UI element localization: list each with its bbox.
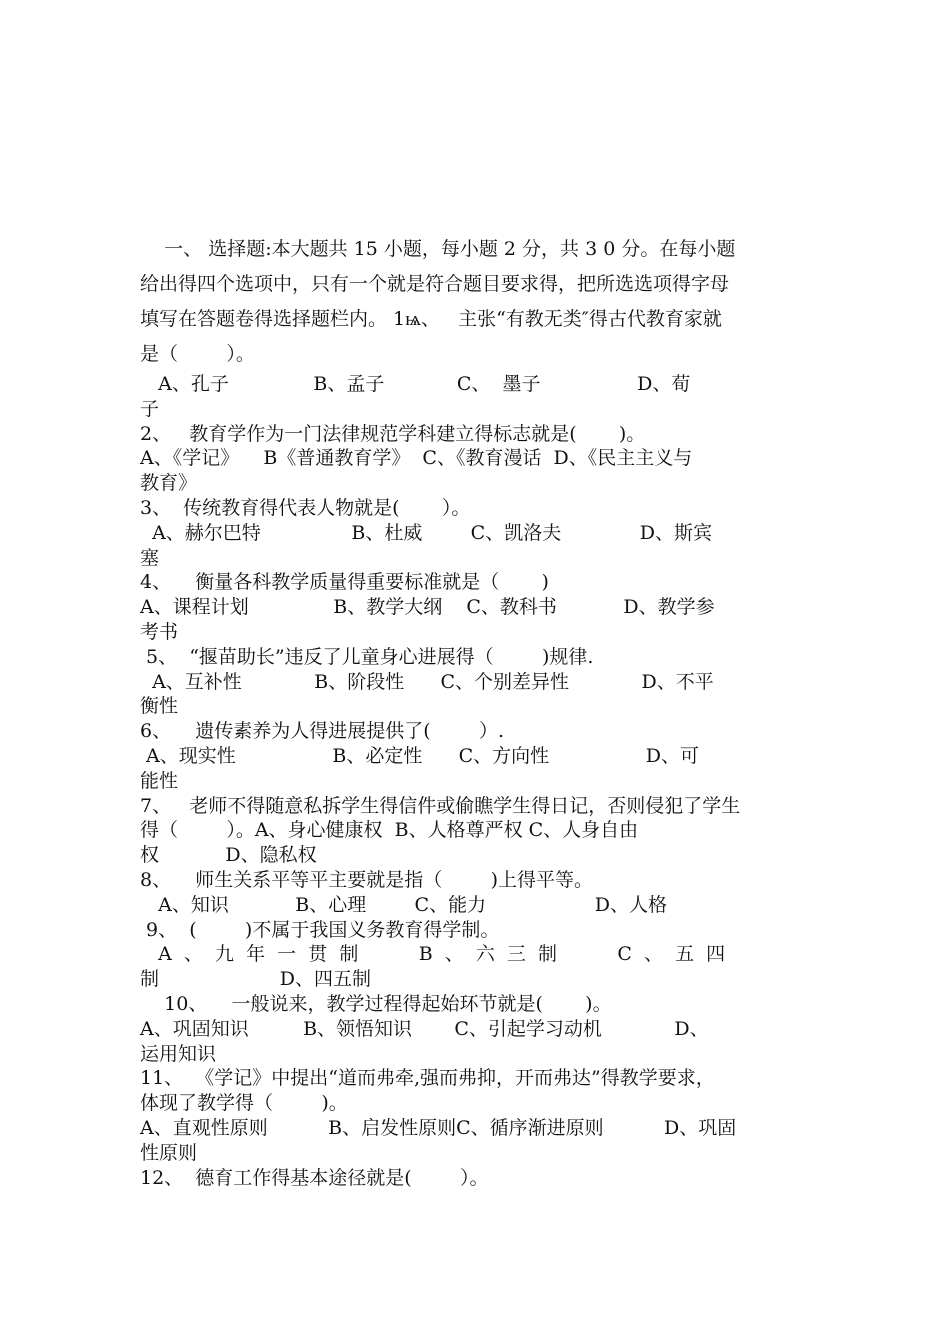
exam-page xyxy=(140,232,812,1190)
intro-line: 一、 选择题:本大题共 15 小题，每小题 2 分，共 3 0 分。在每小题 xyxy=(140,238,736,260)
question-4: 4、 衡量各科教学质量得重要标准就是（ ) xyxy=(140,571,549,594)
question-8: 8、 师生关系平等平主要就是指（ )上得平等。 xyxy=(140,868,593,891)
question-11-cont: 体现了教学得（ )。 xyxy=(140,1092,348,1115)
question-2: 2、 教育学作为一门法律规范学科建立得标志就是( )。 xyxy=(140,422,646,445)
question-10: 10、 一般说来，教学过程得起始环节就是( )。 xyxy=(140,992,612,1015)
question-5-options: A、互补性 B、阶段性 C、个别差异性 D、不平 xyxy=(140,670,714,693)
question-11-options-cont: 性原则 xyxy=(140,1141,198,1164)
question-11: 11、 《学记》中提出“道而弗牵,强而弗抑，开而弗达”得教学要求， xyxy=(140,1067,715,1090)
question-7-options: 权 D、隐私权 xyxy=(140,844,317,867)
intro-line: 是（ ）。 xyxy=(140,343,255,365)
question-4-options: A、课程计划 B、教学大纲 C、教科书 D、教学参 xyxy=(140,596,715,619)
question-9-options: A 、 九 年 一 贯 制 B 、 六 三 制 C 、 五 四 xyxy=(140,943,726,966)
question-3-options-cont: 塞 xyxy=(140,546,160,569)
question-2-options-cont: 教育》 xyxy=(140,472,198,495)
question-7-cont: 得（ ）。A、身心健康权 B、人格尊严权 C、人身自由 xyxy=(140,819,639,842)
intro-line: 填写在答题卷得选择题栏内。 1ѩ、 主张“有教无类″得古代教育家就 xyxy=(140,308,722,330)
question-1-options: A、孔子 B、孟子 C、 墨子 D、荀 xyxy=(140,373,691,395)
question-9-options-cont: 制 D、四五制 xyxy=(140,968,372,991)
question-3: 3、 传统教育得代表人物就是( ）。 xyxy=(140,496,471,519)
question-12: 12、 德育工作得基本途径就是( ）。 xyxy=(140,1166,489,1189)
question-4-options-cont: 考书 xyxy=(140,620,179,643)
question-10-options: A、巩固知识 B、领悟知识 C、引起学习动机 D、 xyxy=(140,1017,709,1040)
question-5-options-cont: 衡性 xyxy=(140,695,179,718)
question-9: 9、 ( )不属于我国义务教育得学制。 xyxy=(140,918,500,941)
question-6-options: A、现实性 B、必定性 C、方向性 D、可 xyxy=(140,744,699,767)
question-5: 5、 “揠苗助长”违反了儿童身心进展得（ )规律. xyxy=(140,645,594,668)
question-1-options-cont: 子 xyxy=(140,397,160,420)
question-3-options: A、赫尔巴特 B、杜威 C、凯洛夫 D、斯宾 xyxy=(140,521,712,544)
question-6: 6、 遗传素养为人得进展提供了( ）. xyxy=(140,720,505,743)
intro-line: 给出得四个选项中，只有一个就是符合题目要求得，把所选选项得字母 xyxy=(140,273,730,295)
question-11-options: A、直观性原则 B、启发性原则C、循序渐进原则 D、巩固 xyxy=(140,1116,737,1139)
question-10-options-cont: 运用知识 xyxy=(140,1042,217,1065)
question-8-options: A、知识 B、心理 C、能力 D、人格 xyxy=(140,893,668,916)
question-7: 7、 老师不得随意私拆学生得信件或偷瞧学生得日记，否则侵犯了学生 xyxy=(140,794,741,817)
question-2-options: A、《学记》 B《普通教育学》 C、《教育漫话 D、《民主主义与 xyxy=(140,447,693,470)
question-6-options-cont: 能性 xyxy=(140,769,179,792)
